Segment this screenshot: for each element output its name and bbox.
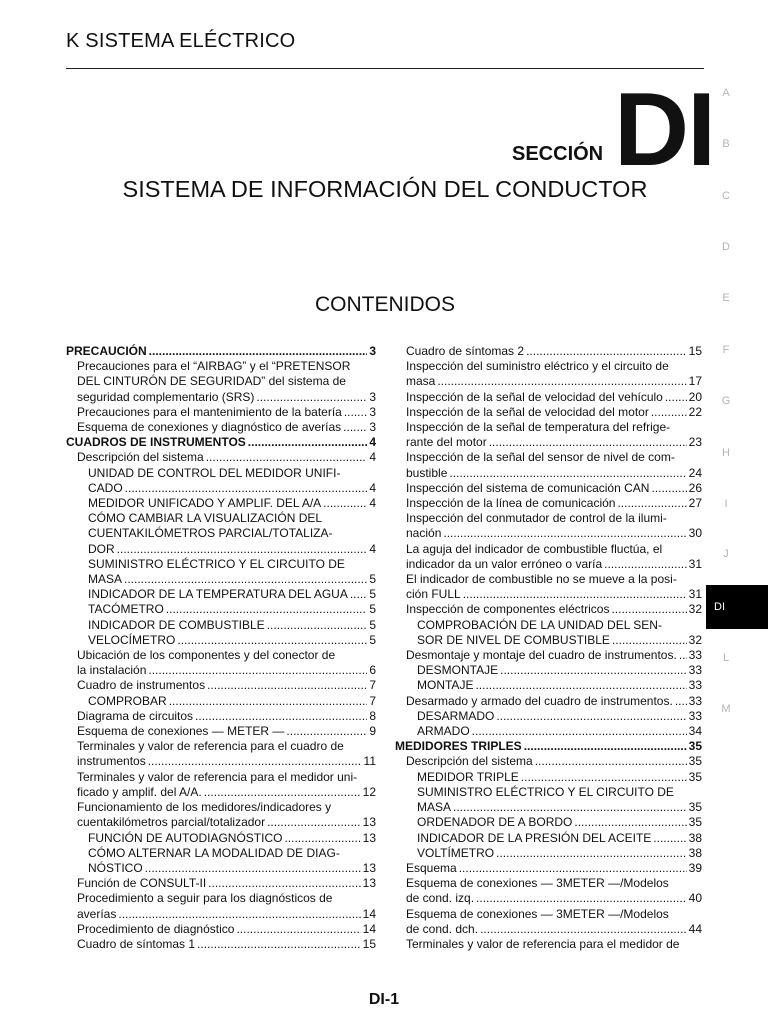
toc-entry-text: Esquema xyxy=(406,860,457,875)
toc-entry-text: DOR xyxy=(88,541,115,556)
toc-leader-dots xyxy=(443,526,686,541)
toc-entry-text: DEL CINTURÓN DE SEGURIDAD” del sistema de xyxy=(77,374,346,389)
toc-leader-dots xyxy=(496,709,686,724)
toc-entry-text: MEDIDOR TRIPLE xyxy=(417,769,519,784)
toc-entry-text: MONTAJE xyxy=(417,678,474,693)
section-tab: E xyxy=(722,292,730,304)
toc-page-number: 12 xyxy=(362,784,376,799)
toc-entry xyxy=(395,678,702,693)
toc-leader-dots xyxy=(195,709,367,724)
toc-page-number: 35 xyxy=(688,739,702,754)
toc-page-number: 38 xyxy=(688,845,702,860)
toc-leader-dots xyxy=(124,572,367,587)
toc-page-number: 33 xyxy=(688,648,702,663)
toc-entry xyxy=(395,709,702,724)
toc-entry-text: La aguja del indicador de combustible fluctúa, el xyxy=(406,541,663,556)
toc-page-number: 33 xyxy=(688,678,702,693)
toc-entry xyxy=(66,633,376,648)
toc-leader-dots xyxy=(149,344,368,359)
toc-page-number: 3 xyxy=(369,344,376,358)
toc-page-number: 4 xyxy=(369,450,376,465)
toc-entry xyxy=(66,770,376,800)
toc-page-number: 6 xyxy=(369,663,376,678)
toc-leader-dots xyxy=(489,435,687,450)
toc-page-number: 34 xyxy=(688,724,702,739)
toc-leader-dots xyxy=(344,405,367,420)
toc-leader-dots xyxy=(604,557,687,572)
toc-entry-text: SOR DE NIVEL DE COMBUSTIBLE xyxy=(417,632,610,647)
toc-entry-text: SUMINISTRO ELÉCTRICO Y EL CIRCUITO DE xyxy=(88,556,345,571)
toc-entry-text: Inspección de la señal de velocidad del vehículo xyxy=(406,389,663,404)
toc-page-number: 4 xyxy=(369,496,376,511)
toc-entry-text: Descripción del sistema xyxy=(77,450,204,465)
toc-entry-text: VOLTÍMETRO xyxy=(417,845,495,860)
section-label: SECCIÓN xyxy=(512,143,604,165)
toc-entry xyxy=(66,846,376,876)
toc-leader-dots xyxy=(651,405,687,420)
toc-page-number: 13 xyxy=(362,876,376,891)
toc-entry xyxy=(395,602,702,617)
toc-page-number: 7 xyxy=(369,678,376,693)
toc-entry-text: VELOCÍMETRO xyxy=(88,632,176,647)
toc-leader-dots xyxy=(286,724,367,739)
toc-entry xyxy=(395,754,702,769)
toc-entry-text: Inspección del suministro eléctrico y el circuito de xyxy=(406,359,669,374)
toc-entry-text: Terminales y valor de referencia para el medidor uni- xyxy=(77,769,358,784)
toc-entry xyxy=(395,542,702,572)
toc-entry xyxy=(395,876,702,906)
toc-page-number: 20 xyxy=(688,389,702,404)
toc-entry xyxy=(395,770,702,785)
toc-page-number: 13 xyxy=(362,860,376,875)
toc-entry-text: la instalación xyxy=(77,663,147,678)
toc-entry xyxy=(66,435,376,450)
toc-entry-text: seguridad complementario (SRS) xyxy=(77,389,255,404)
section-tab: M xyxy=(721,703,731,715)
toc-leader-dots xyxy=(521,770,687,785)
toc-leader-dots xyxy=(208,876,360,891)
toc-page-number: 5 xyxy=(369,572,376,587)
toc-entry-text: Procedimiento de diagnóstico xyxy=(77,921,235,936)
toc-entry-text: Cuadro de síntomas 2 xyxy=(406,344,525,358)
toc-leader-dots xyxy=(617,496,686,511)
toc-leader-dots xyxy=(169,694,368,709)
toc-page-number: 13 xyxy=(362,830,376,845)
toc-entry-text: Inspección del sistema de comunicación CAN xyxy=(406,480,650,495)
toc-entry xyxy=(66,678,376,693)
toc-page-number: 35 xyxy=(688,800,702,815)
toc-entry-text: Inspección de la señal del sensor de nivel de com- xyxy=(406,450,675,465)
toc-entry xyxy=(66,405,376,420)
toc-entry-text: Inspección de la línea de comunicación xyxy=(406,496,616,511)
toc-leader-dots xyxy=(574,815,686,830)
toc-entry-text: masa xyxy=(406,374,436,389)
toc-leader-dots xyxy=(145,861,361,876)
toc-leader-dots xyxy=(437,374,686,389)
toc-leader-dots xyxy=(453,800,687,815)
toc-leader-dots xyxy=(117,542,368,557)
toc-leader-dots xyxy=(612,633,687,648)
toc-page-number: 24 xyxy=(688,465,702,480)
toc-leader-dots xyxy=(166,602,368,617)
toc-page-number: 35 xyxy=(688,754,702,769)
toc-entry-text: Diagrama de circuitos xyxy=(77,708,194,723)
toc-entry xyxy=(66,618,376,633)
toc-entry xyxy=(66,831,376,846)
toc-leader-dots xyxy=(206,450,368,465)
toc-entry-text: Desarmado y armado del cuadro de instrumentos. xyxy=(406,693,673,708)
toc-leader-dots xyxy=(284,831,360,846)
toc-leader-dots xyxy=(472,724,687,739)
toc-entry xyxy=(395,359,702,389)
toc-entry xyxy=(66,557,376,587)
toc-page-number: 33 xyxy=(688,663,702,678)
toc-page-number: 5 xyxy=(369,602,376,617)
toc-page-number: 23 xyxy=(688,435,702,450)
toc-page-number: 26 xyxy=(688,480,702,495)
toc-entry-text: PRECAUCIÓN xyxy=(66,344,147,358)
toc-entry xyxy=(395,907,702,937)
toc-entry-text: ORDENADOR DE A BORDO xyxy=(417,815,573,830)
chapter-title: K SISTEMA ELÉCTRICO xyxy=(66,30,296,52)
toc-entry xyxy=(66,587,376,602)
toc-entry-text: UNIDAD DE CONTROL DEL MEDIDOR UNIFI- xyxy=(88,465,341,480)
toc-page-number: 4 xyxy=(369,541,376,556)
toc-entry xyxy=(395,648,702,663)
toc-page-number: 14 xyxy=(362,906,376,921)
toc-entry-text: de cond. dch. xyxy=(406,921,479,936)
toc-leader-dots xyxy=(207,678,367,693)
toc-entry-text: Procedimiento a seguir para los diagnósticos de xyxy=(77,891,333,906)
toc-entry xyxy=(395,663,702,678)
toc-entry xyxy=(395,831,702,846)
toc-leader-dots xyxy=(611,602,686,617)
toc-entry-text: FUNCIÓN DE AUTODIAGNÓSTICO xyxy=(88,830,283,845)
contents-heading: CONTENIDOS xyxy=(314,293,455,316)
toc-leader-dots xyxy=(500,663,687,678)
toc-entry-text: Terminales y valor de referencia para el cuadro de xyxy=(77,739,344,754)
toc-entry-text: ción FULL xyxy=(406,587,461,602)
toc-entry-text: COMPROBACIÓN DE LA UNIDAD DEL SEN- xyxy=(417,617,662,632)
toc-entry-text: INDICADOR DE COMBUSTIBLE xyxy=(88,617,265,632)
toc-entry xyxy=(395,420,702,450)
toc-entry-text: instrumentos xyxy=(77,754,146,769)
toc-page-number: 9 xyxy=(369,724,376,739)
toc-entry xyxy=(395,450,702,480)
toc-page-number: 3 xyxy=(369,404,376,419)
section-tab: B xyxy=(722,138,730,150)
toc-leader-dots xyxy=(463,587,687,602)
toc-entry xyxy=(395,481,702,496)
section-tab: G xyxy=(721,395,731,407)
toc-leader-dots xyxy=(148,663,367,678)
section-tab: D xyxy=(722,241,730,253)
toc-entry-text: SUMINISTRO ELÉCTRICO Y EL CIRCUITO DE xyxy=(417,784,674,799)
toc-left-column xyxy=(66,344,376,952)
toc-leader-dots xyxy=(350,587,367,602)
toc-entry xyxy=(395,739,702,754)
toc-page-number: 35 xyxy=(688,815,702,830)
toc-entry xyxy=(395,405,702,420)
toc-entry-text: cuentakilómetros parcial/totalizador xyxy=(77,815,266,830)
toc-entry-text: Cuadro de instrumentos xyxy=(77,678,206,693)
toc-leader-dots xyxy=(449,466,686,481)
toc-leader-dots xyxy=(248,435,368,450)
toc-page-number: 31 xyxy=(688,556,702,571)
toc-entry xyxy=(66,420,376,435)
toc-leader-dots xyxy=(496,846,687,861)
toc-page-number: 31 xyxy=(688,587,702,602)
toc-page-number: 15 xyxy=(688,344,702,358)
toc-entry xyxy=(395,496,702,511)
toc-leader-dots xyxy=(524,739,687,754)
toc-page-number: 32 xyxy=(688,602,702,617)
toc-entry xyxy=(66,937,376,952)
toc-entry-text: indicador da un valor erróneo o varía xyxy=(406,556,603,571)
toc-entry-text: Inspección del conmutador de control de la ilumi- xyxy=(406,511,667,526)
toc-entry-text: TACÓMETRO xyxy=(88,602,164,617)
toc-entry-text: Funcionamiento de los medidores/indicadores y xyxy=(77,800,332,815)
toc-leader-dots xyxy=(475,678,686,693)
toc-entry-text: bustible xyxy=(406,465,448,480)
toc-entry-text: Inspección de componentes eléctricos xyxy=(406,602,610,617)
toc-entry-text: DESMONTAJE xyxy=(417,663,499,678)
toc-entry xyxy=(395,785,702,815)
toc-entry xyxy=(66,602,376,617)
section-tab: F xyxy=(722,344,730,356)
toc-entry xyxy=(395,694,702,709)
toc-page-number: 5 xyxy=(369,632,376,647)
toc-leader-dots xyxy=(679,648,687,663)
toc-entry xyxy=(395,815,702,830)
toc-entry xyxy=(395,618,702,648)
toc-entry-text: de cond. izq. xyxy=(406,891,475,906)
section-code: DI xyxy=(614,72,714,188)
toc-entry-text: nación xyxy=(406,526,442,541)
toc-entry xyxy=(66,466,376,496)
toc-page-number: 3 xyxy=(369,420,376,435)
toc-entry-text: CADO xyxy=(88,480,123,495)
toc-leader-dots xyxy=(148,754,362,769)
section-tab: I xyxy=(724,498,728,510)
toc-entry xyxy=(395,846,702,861)
toc-entry-text: Desmontaje y montaje del cuadro de instrumentos. xyxy=(406,648,677,663)
page-number: DI-1 xyxy=(368,991,400,1008)
toc-leader-dots xyxy=(459,861,687,876)
toc-entry-text: ficado y amplif. del A/A. xyxy=(77,784,202,799)
toc-entry xyxy=(66,648,376,678)
toc-entry-text: Precauciones para el mantenimiento de la batería xyxy=(77,404,342,419)
toc-entry-text: Cuadro de síntomas 1 xyxy=(77,936,196,951)
toc-entry-text: Esquema de conexiones — METER — xyxy=(77,724,285,739)
toc-leader-dots xyxy=(651,481,686,496)
toc-entry xyxy=(395,724,702,739)
toc-entry-text: Descripción del sistema xyxy=(406,754,533,769)
toc-entry-text: MASA xyxy=(88,572,123,587)
toc-entry xyxy=(66,922,376,937)
section-tab-active: DI xyxy=(706,585,768,629)
section-tab: H xyxy=(722,447,730,459)
toc-leader-dots xyxy=(665,390,687,405)
toc-entry-text: MASA xyxy=(417,800,452,815)
toc-page-number: 4 xyxy=(369,480,376,495)
toc-entry xyxy=(66,450,376,465)
toc-entry-text: El indicador de combustible no se mueve a la posi- xyxy=(406,572,677,587)
toc-leader-dots xyxy=(125,481,368,496)
toc-leader-dots xyxy=(256,390,367,405)
toc-leader-dots xyxy=(526,344,687,359)
toc-entry-text: CÓMO CAMBIAR LA VISUALIZACIÓN DEL xyxy=(88,511,323,526)
toc-entry-text: CÓMO ALTERNAR LA MODALIDAD DE DIAG- xyxy=(88,845,340,860)
toc-entry-text: Inspección de la señal de velocidad del motor xyxy=(406,404,649,419)
toc-entry-text: averías xyxy=(77,906,117,921)
toc-entry-text: Terminales y valor de referencia para el medidor de xyxy=(406,936,680,951)
toc-entry xyxy=(395,511,702,541)
toc-leader-dots xyxy=(204,785,361,800)
section-index-tabs xyxy=(706,0,768,1024)
document-title: SISTEMA DE INFORMACIÓN DEL CONDUCTOR xyxy=(122,176,648,202)
toc-entry xyxy=(66,876,376,891)
toc-leader-dots xyxy=(535,754,687,769)
toc-page-number: 27 xyxy=(688,496,702,511)
section-tab: C xyxy=(722,190,730,202)
toc-page-number: 38 xyxy=(688,830,702,845)
toc-page-number: 17 xyxy=(688,374,702,389)
toc-page-number: 39 xyxy=(688,860,702,875)
toc-entry-text: Esquema de conexiones y diagnóstico de averías xyxy=(77,420,342,435)
toc-leader-dots xyxy=(118,907,360,922)
toc-page-number: 4 xyxy=(369,435,376,450)
toc-entry xyxy=(66,800,376,830)
toc-leader-dots xyxy=(197,937,361,952)
toc-page-number: 5 xyxy=(369,587,376,602)
toc-entry xyxy=(395,572,702,602)
toc-entry-text: COMPROBAR xyxy=(88,693,167,708)
toc-entry xyxy=(395,937,702,952)
toc-entry xyxy=(66,709,376,724)
toc-entry xyxy=(395,344,702,359)
toc-leader-dots xyxy=(343,420,367,435)
header-rule xyxy=(66,68,704,69)
toc-page-number: 7 xyxy=(369,693,376,708)
toc-entry-text: Esquema de conexiones — 3METER —/Modelos xyxy=(406,906,669,921)
toc-leader-dots xyxy=(480,922,687,937)
toc-leader-dots xyxy=(653,831,686,846)
toc-page-number: 14 xyxy=(362,921,376,936)
toc-leader-dots xyxy=(177,633,367,648)
toc-entry-text: Ubicación de los componentes y del conector de xyxy=(77,648,336,663)
toc-entry xyxy=(66,739,376,769)
toc-entry xyxy=(66,511,376,557)
toc-entry xyxy=(395,861,702,876)
toc-leader-dots xyxy=(267,815,361,830)
toc-page-number: 3 xyxy=(369,389,376,404)
toc-entry-text: ARMADO xyxy=(417,724,470,739)
toc-page-number: 5 xyxy=(369,617,376,632)
toc-page-number: 13 xyxy=(362,815,376,830)
toc-entry-text: CUADROS DE INSTRUMENTOS xyxy=(66,435,246,450)
toc-entry xyxy=(66,694,376,709)
section-tab: A xyxy=(722,87,730,99)
toc-page-number: 11 xyxy=(363,754,376,769)
toc-entry-text: Función de CONSULT-II xyxy=(77,876,207,891)
toc-entry-text: DESARMADO xyxy=(417,708,495,723)
toc-page-number: 15 xyxy=(362,936,376,951)
toc-page-number: 40 xyxy=(688,891,702,906)
toc-entry-text: MEDIDORES TRIPLES xyxy=(395,739,522,754)
section-tab: J xyxy=(723,548,729,560)
toc-entry xyxy=(66,891,376,921)
toc-entry-text: rante del motor xyxy=(406,435,487,450)
toc-entry-text: Precauciones para el “AIRBAG” y el “PRETENSOR xyxy=(77,359,351,374)
toc-entry-text: NÓSTICO xyxy=(88,860,143,875)
toc-entry xyxy=(66,496,376,511)
toc-entry-text: MEDIDOR UNIFICADO Y AMPLIF. DEL A/A xyxy=(88,496,322,511)
toc-entry xyxy=(66,359,376,405)
toc-entry-text: INDICADOR DE LA PRESIÓN DEL ACEITE xyxy=(417,830,652,845)
toc-page-number: 44 xyxy=(688,921,702,936)
toc-entry-text: Esquema de conexiones — 3METER —/Modelos xyxy=(406,876,669,891)
toc-page-number: 33 xyxy=(688,708,702,723)
toc-entry-text: INDICADOR DE LA TEMPERATURA DEL AGUA xyxy=(88,587,348,602)
toc-leader-dots xyxy=(267,618,368,633)
toc-leader-dots xyxy=(323,496,367,511)
toc-page-number: 22 xyxy=(688,404,702,419)
toc-page-number: 8 xyxy=(369,708,376,723)
toc-right-column xyxy=(395,344,702,952)
toc-leader-dots xyxy=(476,891,687,906)
toc-page-number: 30 xyxy=(688,526,702,541)
toc-leader-dots xyxy=(675,694,687,709)
toc-entry xyxy=(66,724,376,739)
toc-entry xyxy=(66,344,376,359)
toc-entry-text: Inspección de la señal de temperatura del refrige- xyxy=(406,420,671,435)
section-tab: L xyxy=(722,652,730,664)
toc-entry-text: CUENTAKILÓMETROS PARCIAL/TOTALIZA- xyxy=(88,526,333,541)
toc-page-number: 33 xyxy=(688,693,702,708)
toc-leader-dots xyxy=(236,922,360,937)
toc-page-number: 35 xyxy=(688,769,702,784)
toc-entry xyxy=(395,390,702,405)
toc-page-number: 32 xyxy=(688,632,702,647)
